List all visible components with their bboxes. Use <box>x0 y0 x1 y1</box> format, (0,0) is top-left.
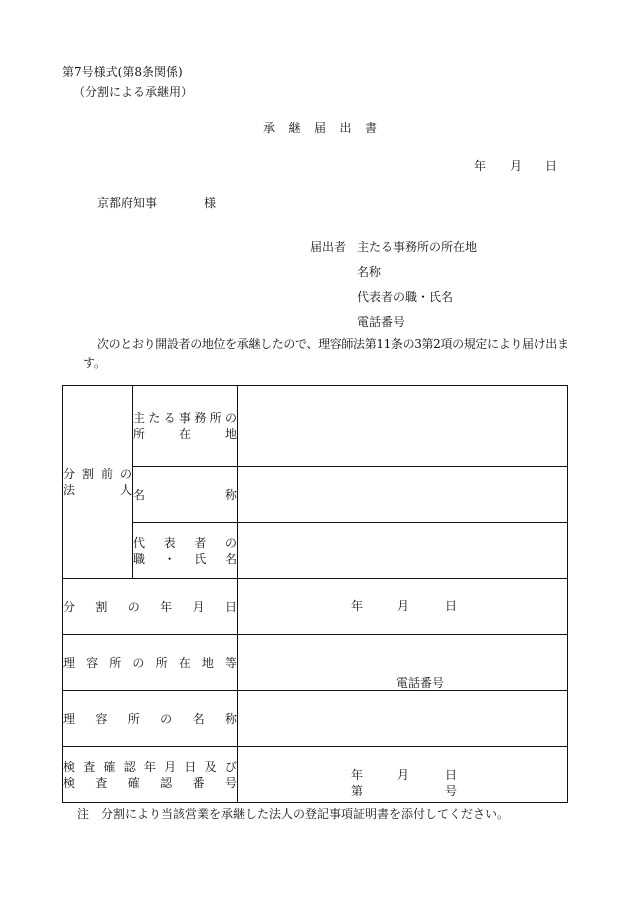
applicant-phone-line: 電話番号 <box>357 315 406 329</box>
split-date-month: 月 <box>397 599 410 613</box>
title-char: 届 <box>313 121 326 135</box>
table-row <box>63 691 568 747</box>
form-subtitle: （分割による承継用） <box>73 85 194 99</box>
document-title <box>263 122 377 134</box>
shop-address-label: 理 容 所 の 所 在 地 等 <box>63 635 238 691</box>
title-char: 承 <box>263 121 276 135</box>
split-date-field[interactable] <box>238 579 568 635</box>
table-row <box>63 523 568 579</box>
inspection-number-prefix: 第 <box>351 784 364 798</box>
shop-name-field[interactable] <box>238 691 568 747</box>
notification-table <box>62 385 568 803</box>
applicant-address-line: 主たる事務所の所在地 <box>357 240 478 254</box>
table-row <box>63 579 568 635</box>
pre-split-corporation-label: 分 割 前 の 法 人 <box>63 386 133 579</box>
applicant-representative-line: 代表者の職・氏名 <box>357 290 454 304</box>
table-row <box>63 635 568 691</box>
main-office-address-field[interactable] <box>238 386 568 467</box>
footnote: 注 分割により当該営業を承継した法人の登記事項証明書を添付してください。 <box>77 807 510 821</box>
title-char: 出 <box>339 121 352 135</box>
inspection-number-suffix: 号 <box>445 784 458 798</box>
date-year: 年 <box>474 159 487 173</box>
applicant-label: 届出者 <box>310 240 347 254</box>
date-month: 月 <box>510 159 523 173</box>
split-date-day: 日 <box>445 599 458 613</box>
shop-name-label: 理 容 所 の 名 称 <box>63 691 238 747</box>
form-number: 第7号様式(第8条関係) <box>62 65 183 79</box>
main-office-address-label: 主 た る 事 務 所 の 所 在 地 <box>133 386 238 467</box>
body-text-line-2: す。 <box>83 356 107 370</box>
title-char: 書 <box>364 121 377 135</box>
inspection-day: 日 <box>445 768 458 782</box>
representative-label: 代 表 者 の 職 ・ 氏 名 <box>133 523 238 579</box>
name-field[interactable] <box>238 467 568 523</box>
representative-field[interactable] <box>238 523 568 579</box>
table-row <box>63 747 568 803</box>
table-row <box>63 386 568 467</box>
phone-number-label: 電話番号 <box>396 676 445 690</box>
date-day: 日 <box>545 159 558 173</box>
body-text-line-1: 次のとおり開設者の地位を承継したので、理容師法第11条の3第2項の規定により届け出ま <box>97 337 569 351</box>
applicant-name-line: 名称 <box>357 265 382 279</box>
addressee-honorific: 様 <box>204 196 217 210</box>
name-label: 名 称 <box>133 467 238 523</box>
inspection-field[interactable] <box>238 747 568 803</box>
title-char: 継 <box>288 121 301 135</box>
split-date-year: 年 <box>351 599 364 613</box>
inspection-year: 年 <box>351 768 364 782</box>
inspection-month: 月 <box>397 768 410 782</box>
inspection-label: 検 査 確 認 年 月 日 及 び 検 査 確 認 番 号 <box>63 747 238 803</box>
table-row <box>63 467 568 523</box>
split-date-label: 分 割 の 年 月 日 <box>63 579 238 635</box>
shop-address-field[interactable] <box>238 635 568 691</box>
addressee-name: 京都府知事 <box>97 196 158 210</box>
